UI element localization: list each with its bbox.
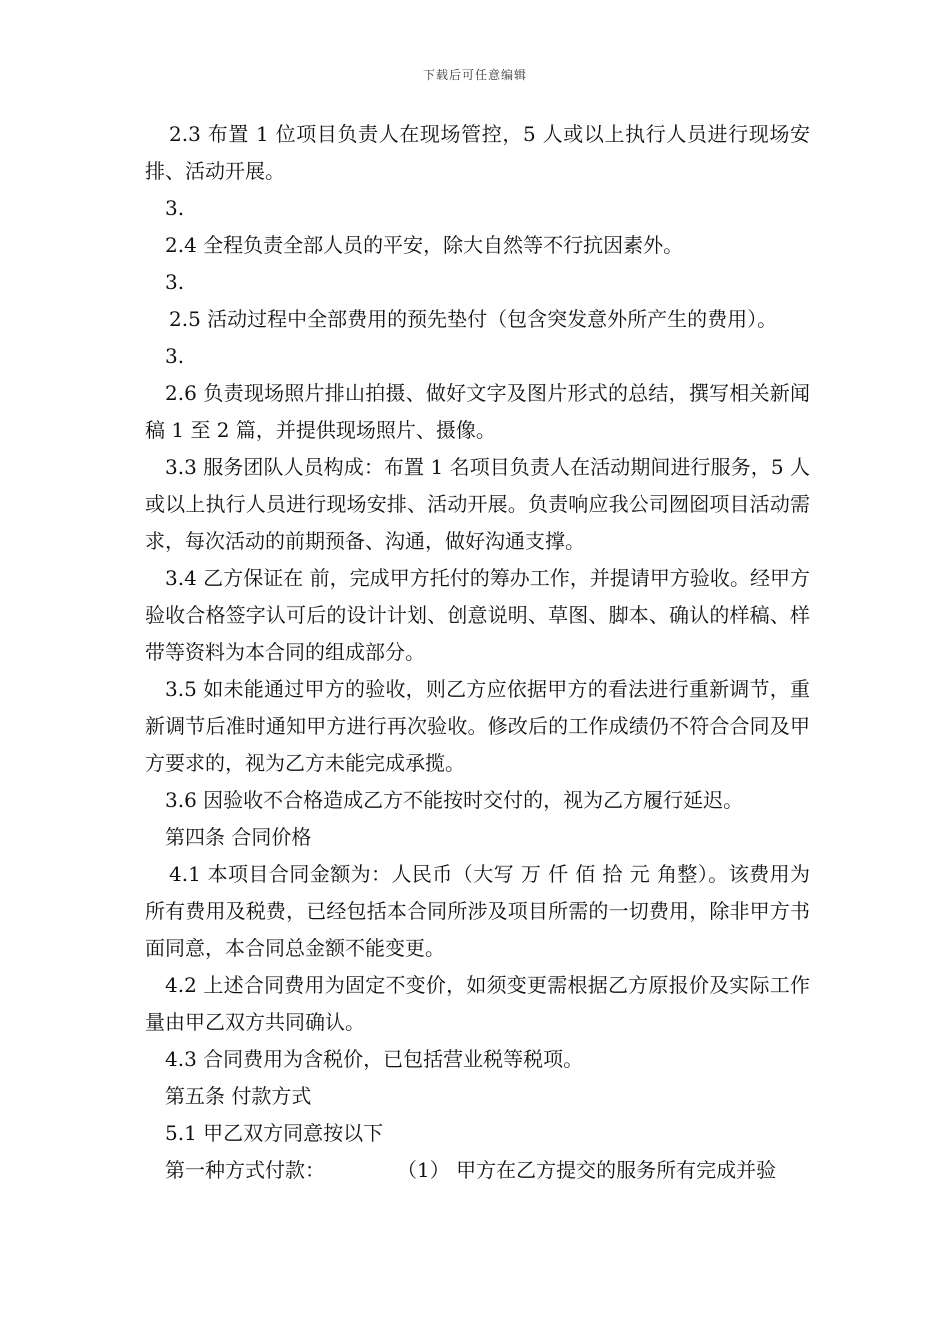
payment-method-text: （1） 甲方在乙方提交的服务所有完成并验 [397,1158,777,1182]
clause-2-3: 2.3 布置 1 位项目负责人在现场管控，5 人或以上执行人员进行现场安排、活动开展。 [145,122,810,183]
clause-3-marker: 3. [165,344,185,368]
clause-3-3: 3.3 服务团队人员构成：布置 1 名项目负责人在活动期间进行服务，5 人或以上执行人员进行现场安排、活动开展。负责响应我公司囫囵项目活动需求，每次活动的前期预备、沟通，做好沟通支撑。 [145,455,810,553]
clause-3-marker: 3. [165,196,185,220]
clause-3-marker: 3. [165,270,185,294]
section-heading-article-5: 第五条 付款方式 [165,1084,312,1108]
clause-4-3: 4.3 合同费用为含税价，已包括营业税等税项。 [165,1047,584,1071]
clause-3-4: 3.4 乙方保证在 前，完成甲方托付的筹办工作，并提请甲方验收。经甲方验收合格签字认可后的设计计划、创意说明、草图、脚本、确认的样稿、样带等资料为本合同的组成部分。 [145,566,810,664]
clause-2-6: 2.6 负责现场照片排山拍摄、做好文字及图片形式的总结，撰写相关新闻稿 1 至 2 篇，并提供现场照片、摄像。 [145,381,810,442]
clause-2-4: 2.4 全程负责全部人员的平安，除大自然等不行抗因素外。 [165,233,684,257]
clause-4-2: 4.2 上述合同费用为固定不变价，如须变更需根据乙方原报价及实际工作量由甲乙双方共同确认。 [145,973,810,1034]
payment-method-label: 第一种方式付款： [165,1158,325,1182]
clause-3-6: 3.6 因验收不合格造成乙方不能按时交付的，视为乙方履行延迟。 [165,788,744,812]
clause-5-1: 5.1 甲乙双方同意按以下 [165,1121,384,1145]
page-header: 下载后可任意编辑 [422,68,527,82]
clause-3-5: 3.5 如未能通过甲方的验收，则乙方应依据甲方的看法进行重新调节，重新调节后准时通知甲方进行再次验收。修改后的工作成绩仍不符合合同及甲方要求的，视为乙方未能完成承揽。 [145,677,810,775]
payment-method-line [145,1152,810,1189]
document-body [145,116,810,1189]
clause-4-1: 4.1 本项目合同金额为：人民币（大写 万 仟 佰 拾 元 角整）。该费用为所有费用及税费，已经包括本合同所涉及项目所需的一切费用，除非甲方书面同意，本合同总金额不能变更。 [145,862,810,960]
clause-2-5: 2.5 活动过程中全部费用的预先垫付（包含突发意外所产生的费用）。 [169,307,778,331]
section-heading-article-4: 第四条 合同价格 [165,825,312,849]
